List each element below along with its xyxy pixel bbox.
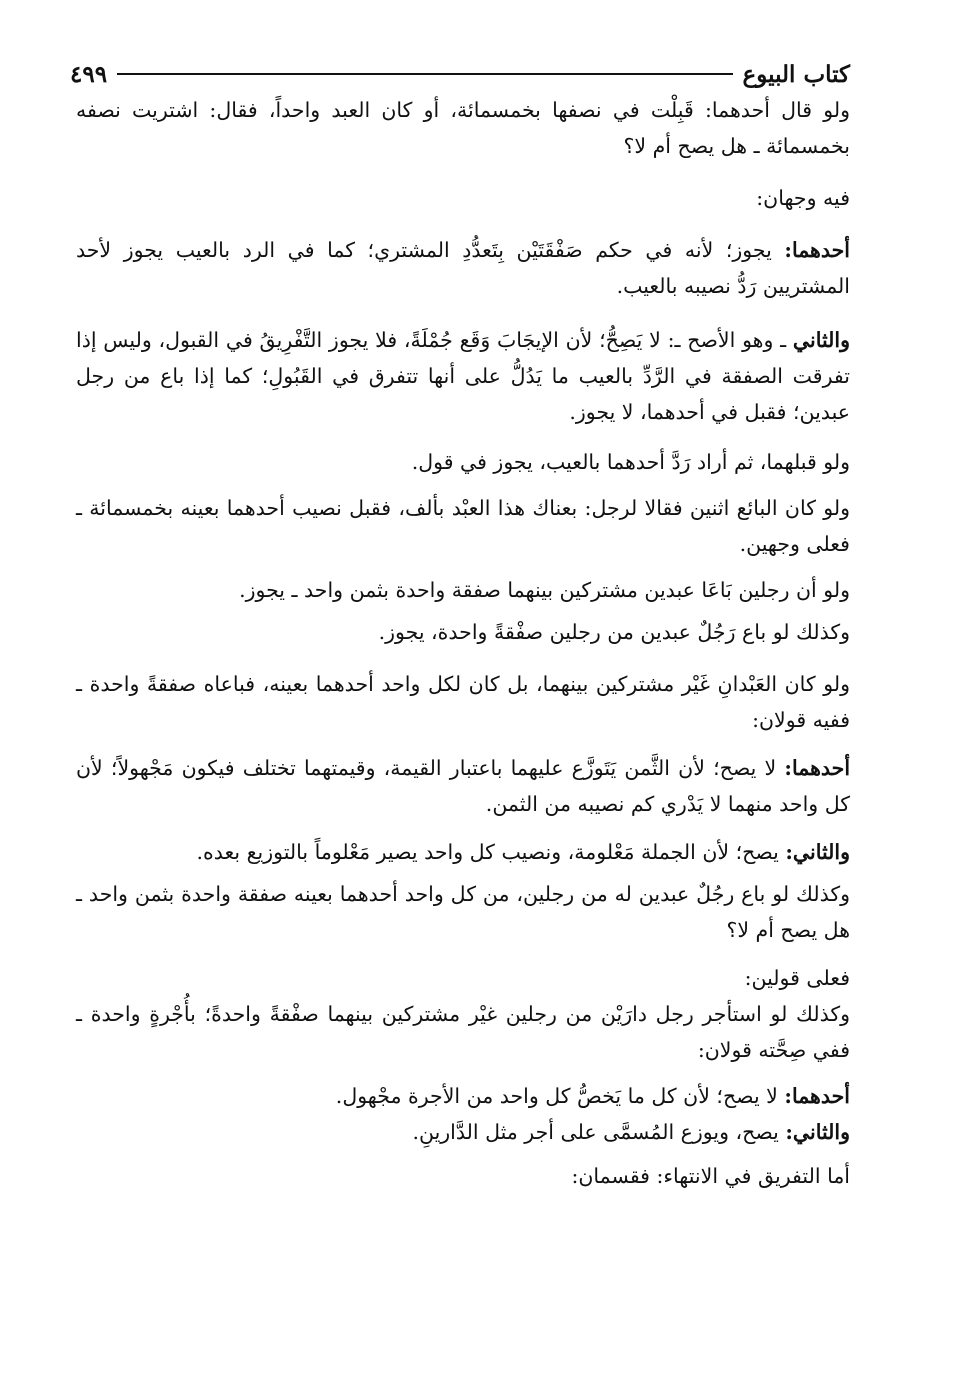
paragraph-text: يصح؛ لأن الجملة مَعْلومة، ونصيب كل واحد يصير مَعْلوماً بالتوزيع بعده. bbox=[196, 840, 786, 864]
paragraph bbox=[76, 614, 850, 650]
paragraph bbox=[76, 572, 850, 608]
paragraph-text: ـ وهو الأصح ـ: لا يَصِحُّ؛ لأن الإيجَابَ وَقَع جُمْلَةً، فلا يجوز التَّفْرِيقُ في القبول، وليس إذا تفرقت الصفقة في الرَّدِّ بالعيب ما يَدُلُّ على أنها تتفرق في القَبُولِ؛ كما إذا باع من رجل عبدين؛ فقبل في أحدهما، لا يجوز. bbox=[76, 328, 850, 424]
paragraph-text: لا يصح؛ لأن الثَّمن يَتَوزَّع عليهما باعتبار القيمة، وقيمتهما تختلف فيكون مَجْهولاً؛ لأن كل واحد منهما لا يَدْري كم نصيبه من الثمن. bbox=[76, 756, 850, 816]
paragraph-text: وكذلك لو استأجر رجل دارَيْن من رجلين غيْر مشتركين بينهما صفْقةً واحدةً؛ بأُجْرةٍ واحدة ـ ففي صِحَّته قولان: bbox=[76, 1002, 850, 1062]
page-number: ٤٩٩ bbox=[70, 60, 108, 88]
paragraph-lead: أحدهما: bbox=[784, 756, 851, 780]
paragraph-text: يصح، ويوزع المُسمَّى على أجر مثل الدَّارينِ. bbox=[412, 1120, 786, 1144]
paragraph-lead: والثاني bbox=[792, 328, 850, 352]
paragraph-text: لا يصح؛ لأن كل ما يَخصُّ كل واحد من الأجرة مجْهول. bbox=[335, 1084, 785, 1108]
paragraph-text: ولو كان البائع اثنين فقالا لرجل: بعناك هذا العبْد بألف، فقبل نصيب أحدهما بعينه بخمسمائة ـ فعلى وجهين. bbox=[76, 496, 850, 556]
paragraph bbox=[76, 444, 850, 480]
header-rule bbox=[117, 73, 732, 75]
paragraph-text: فيه وجهان: bbox=[756, 186, 850, 210]
paragraph-text: ولو أن رجلين بَاعَا عبدين مشتركين بينهما صفقة واحدة بثمن واحد ـ يجوز. bbox=[239, 578, 850, 602]
paragraph bbox=[76, 92, 850, 164]
paragraph-text: وكذلك لو باع رجُلٌ عبدين له من رجلين، من كل واحد أحدهما بعينه صفقة واحدة بثمن واحد ـ هل يصح أم لا؟ bbox=[76, 882, 850, 942]
paragraph bbox=[76, 666, 850, 738]
paragraph-text: ولو قبلهما، ثم أراد رَدَّ أحدهما بالعيب، يجوز في قول. bbox=[411, 450, 850, 474]
paragraph-text: يجوز؛ لأنه في حكم صَفْقَتَيْن بِتَعدُّدِ المشتري؛ كما في الرد بالعيب يجوز لأحد المشتريين رَدُّ نصيبه بالعيب. bbox=[76, 238, 850, 298]
page-body bbox=[76, 92, 850, 1194]
paragraph bbox=[76, 232, 850, 304]
paragraph-text: فعلى قولين: bbox=[744, 966, 850, 990]
paragraph-text: وكذلك لو باع رَجُلٌ عبدين من رجلين صفْقةً واحدة، يجوز. bbox=[378, 620, 850, 644]
paragraph bbox=[76, 1158, 850, 1194]
paragraph bbox=[76, 996, 850, 1068]
paragraph bbox=[76, 834, 850, 870]
paragraph-text: أما التفريق في الانتهاء: فقسمان: bbox=[571, 1164, 850, 1188]
paragraph-lead: والثاني: bbox=[785, 840, 850, 864]
paragraph-lead: والثاني: bbox=[785, 1120, 850, 1144]
page-header bbox=[70, 54, 850, 94]
paragraph bbox=[76, 960, 850, 996]
paragraph-lead: أحدهما: bbox=[784, 1084, 850, 1108]
paragraph bbox=[76, 180, 850, 216]
paragraph bbox=[76, 876, 850, 948]
paragraph bbox=[76, 1078, 850, 1114]
paragraph-text: ولو كان العَبْدانِ غَيْر مشتركين بينهما، بل كان لكل واحد أحدهما بعينه، فباعاه صفقةً واحدة ـ ففيه قولان: bbox=[76, 672, 850, 732]
paragraph bbox=[76, 750, 850, 822]
paragraph bbox=[76, 1114, 850, 1150]
paragraph bbox=[76, 322, 850, 430]
paragraph-text: ولو قال أحدهما: قَبِلْت في نصفها بخمسمائة، أو كان العبد واحداً، فقال: اشتريت نصفه بخمسمائة ـ هل يصح أم لا؟ bbox=[76, 98, 850, 158]
paragraph-lead: أحدهما: bbox=[784, 238, 850, 262]
paragraph bbox=[76, 490, 850, 562]
running-title: كتاب البيوع bbox=[742, 60, 850, 88]
